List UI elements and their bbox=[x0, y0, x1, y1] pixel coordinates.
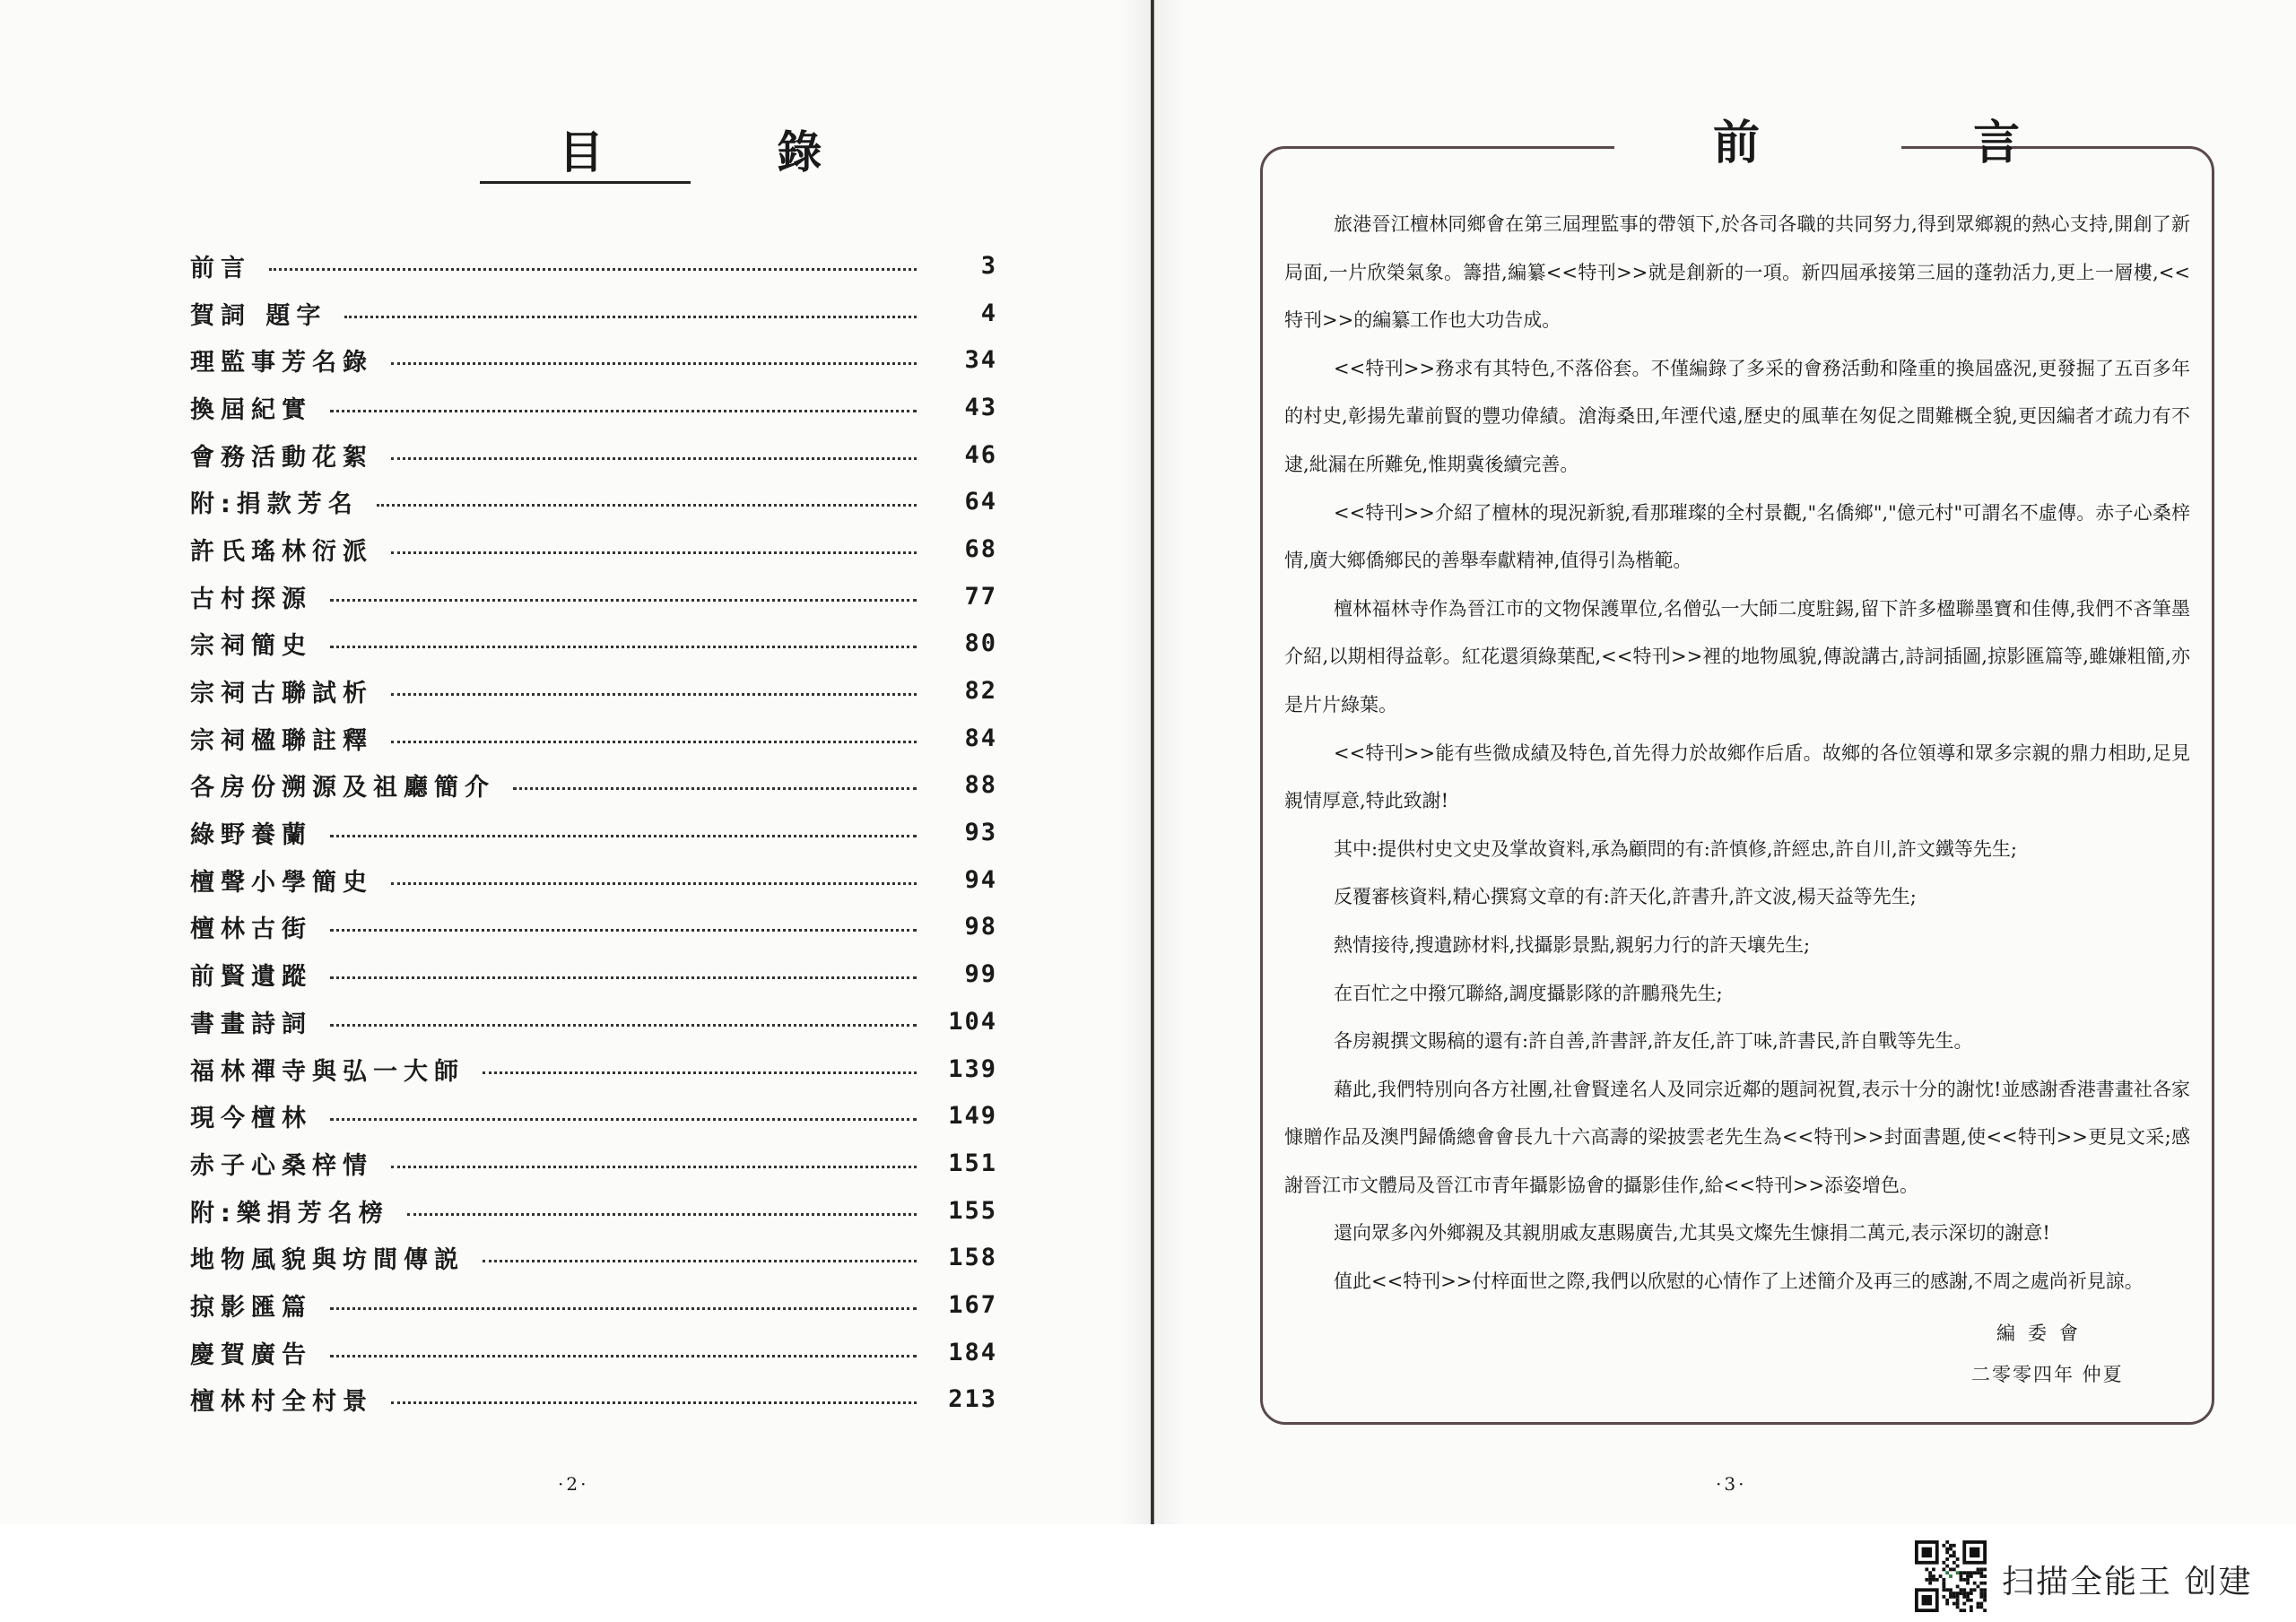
toc-entry-page: 155 bbox=[948, 1196, 997, 1225]
toc-entry-page: 94 bbox=[964, 865, 997, 894]
toc-dot-leader bbox=[391, 457, 917, 460]
toc-dot-leader bbox=[330, 646, 917, 648]
toc-entry-page: 77 bbox=[964, 582, 997, 611]
toc-dot-leader bbox=[330, 835, 917, 837]
preface-paragraph: 反覆審核資料,精心撰寫文章的有:許天化,許書升,許文波,楊天益等先生; bbox=[1334, 886, 1917, 908]
toc-entry bbox=[190, 478, 997, 525]
toc-row bbox=[190, 1376, 997, 1424]
toc-entry-page: 99 bbox=[964, 960, 997, 989]
toc-entry bbox=[190, 573, 997, 620]
toc-entry bbox=[190, 620, 997, 668]
preface-paragraph: 在百忙之中撥冗聯絡,調度攝影隊的許鵬飛先生; bbox=[1334, 982, 1723, 1004]
preface-paragraph: 熱情接待,搜遺跡材料,找攝影景點,親躬力行的許天壤先生; bbox=[1334, 933, 1811, 956]
toc-list bbox=[190, 242, 997, 1423]
toc-entry bbox=[190, 904, 997, 951]
toc-entry-label: 換屆紀實 bbox=[190, 395, 312, 424]
toc-dot-leader bbox=[391, 1401, 917, 1404]
toc-entry-label: 各房份溯源及祖廳簡介 bbox=[190, 774, 495, 802]
toc-entry bbox=[190, 762, 997, 810]
toc-entry-label: 附:樂捐芳名榜 bbox=[190, 1199, 389, 1227]
toc-entry-label: 理監事芳名錄 bbox=[190, 349, 373, 377]
toc-entry-page: 158 bbox=[948, 1244, 997, 1272]
toc-entry-page: 80 bbox=[964, 629, 997, 658]
toc-row bbox=[190, 290, 997, 337]
toc-entry-label: 賀詞 題字 bbox=[190, 301, 327, 330]
toc-row bbox=[190, 904, 997, 951]
toc-entry-label: 宗祠楹聯註釋 bbox=[190, 726, 373, 755]
left-page-number: ·2· bbox=[558, 1473, 589, 1495]
toc-entry-page: 213 bbox=[948, 1385, 997, 1414]
toc-entry bbox=[190, 809, 997, 856]
toc-dot-leader bbox=[330, 976, 917, 979]
toc-dot-leader bbox=[391, 882, 917, 885]
preface-paragraph: 旅港晉江檀林同鄉會在第三屆理監事的帶領下,於各司各職的共同努力,得到眾鄉親的熱心支持,開創了新局面,一片欣榮氣象。籌措,編纂<<特刊>>就是創新的一項。新四屆承接第三屆的蓬勃活力,更上一層樓,<<特刊>>的編纂工作也大功告成。 bbox=[1284, 213, 2190, 332]
toc-entry-page: 64 bbox=[964, 488, 997, 516]
toc-dot-leader bbox=[377, 504, 917, 507]
toc-row bbox=[190, 620, 997, 668]
toc-entry bbox=[190, 384, 997, 431]
toc-entry-page: 151 bbox=[948, 1149, 997, 1177]
preface-date: 二零零四年 仲夏 bbox=[1971, 1364, 2124, 1385]
toc-row bbox=[190, 715, 997, 762]
toc-entry-label: 宗祠簡史 bbox=[190, 632, 312, 661]
toc-dot-leader bbox=[407, 1213, 917, 1216]
toc-entry-page: 4 bbox=[980, 299, 997, 327]
toc-title: 目 錄 bbox=[559, 126, 901, 178]
toc-row bbox=[190, 1140, 997, 1187]
toc-entry bbox=[190, 1376, 997, 1424]
toc-row bbox=[190, 431, 997, 479]
toc-dot-leader bbox=[330, 1118, 917, 1121]
toc-dot-leader bbox=[330, 1307, 917, 1310]
toc-entry bbox=[190, 242, 997, 290]
toc-entry-label: 檀林古街 bbox=[190, 915, 312, 944]
toc-entry-label: 前言 bbox=[190, 254, 251, 282]
preface-paragraph: 其中:提供村史文史及掌故資料,承為顧問的有:許慎修,許經忠,許自川,許文鐵等先生; bbox=[1334, 837, 2017, 860]
toc-entry-label: 赤子心桑梓情 bbox=[190, 1151, 373, 1180]
toc-row bbox=[190, 1092, 997, 1140]
toc-entry-label: 福林禪寺與弘一大師 bbox=[190, 1057, 465, 1086]
toc-row bbox=[190, 1045, 997, 1093]
scanner-watermark bbox=[1915, 1540, 2283, 1612]
toc-row bbox=[190, 384, 997, 431]
toc-dot-leader bbox=[483, 1071, 917, 1074]
toc-entry-label: 會務活動花絮 bbox=[190, 443, 373, 472]
toc-entry-label: 慶賀廣告 bbox=[190, 1340, 312, 1369]
toc-dot-leader bbox=[330, 1355, 917, 1357]
toc-row bbox=[190, 856, 997, 904]
toc-entry-page: 98 bbox=[964, 913, 997, 941]
toc-entry-page: 104 bbox=[948, 1007, 997, 1036]
toc-entry bbox=[190, 1234, 997, 1281]
toc-entry bbox=[190, 856, 997, 904]
toc-entry-page: 84 bbox=[964, 724, 997, 752]
toc-entry bbox=[190, 525, 997, 573]
preface-paragraph: <<特刊>>能有些微成績及特色,首先得力於故鄉作后盾。故鄉的各位領導和眾多宗親的鼎力相助,足見親情厚意,特此致謝! bbox=[1284, 742, 2190, 812]
toc-entry-label: 檀聲小學簡史 bbox=[190, 868, 373, 897]
toc-title-underline bbox=[480, 181, 691, 184]
book-gutter bbox=[1151, 0, 1154, 1524]
toc-entry bbox=[190, 715, 997, 762]
preface-paragraph: 還向眾多內外鄉親及其親朋戚友惠賜廣告,尤其吳文燦先生慷捐二萬元,表示深切的謝意! bbox=[1334, 1222, 2050, 1245]
toc-entry-label: 宗祠古聯試析 bbox=[190, 680, 373, 708]
toc-entry bbox=[190, 1140, 997, 1187]
toc-dot-leader bbox=[391, 693, 917, 696]
toc-dot-leader bbox=[269, 268, 917, 271]
toc-entry-label: 古村探源 bbox=[190, 585, 312, 613]
toc-row bbox=[190, 525, 997, 573]
toc-entry bbox=[190, 950, 997, 998]
toc-entry-page: 167 bbox=[948, 1290, 997, 1319]
preface-paragraph: <<特刊>>介紹了檀林的現況新貌,看那璀璨的全村景觀,"名僑鄉","億元村"可謂名不虛傳。赤子心桑梓情,廣大鄉僑鄉民的善舉奉獻精神,值得引為楷範。 bbox=[1284, 501, 2190, 572]
preface-paragraph: 檀林福林寺作為晉江市的文物保護單位,名僧弘一大師二度駐錫,留下許多楹聯墨寶和佳傳,我們不吝筆墨介紹,以期相得益彰。紅花還須綠葉配,<<特刊>>裡的地物風貌,傳說講古,詩詞插圖,掠影匯篇等,雖嫌粗簡,亦是片片綠葉。 bbox=[1284, 597, 2190, 716]
preface-title: 前 言 bbox=[1614, 112, 1901, 175]
toc-dot-leader bbox=[483, 1260, 917, 1262]
preface-body bbox=[1284, 201, 2190, 1306]
preface-signature: 編委會 bbox=[1996, 1323, 2091, 1344]
toc-entry bbox=[190, 290, 997, 337]
toc-entry bbox=[190, 336, 997, 384]
toc-dot-leader bbox=[330, 1024, 917, 1027]
toc-entry-page: 3 bbox=[980, 251, 997, 280]
toc-entry bbox=[190, 1329, 997, 1376]
toc-dot-leader bbox=[391, 1166, 917, 1168]
toc-row bbox=[190, 762, 997, 810]
toc-entry-page: 184 bbox=[948, 1338, 997, 1366]
toc-entry bbox=[190, 667, 997, 715]
toc-entry bbox=[190, 1092, 997, 1140]
toc-entry-page: 139 bbox=[948, 1054, 997, 1083]
toc-entry-page: 68 bbox=[964, 534, 997, 563]
toc-entry-page: 46 bbox=[964, 440, 997, 469]
watermark-text: 扫描全能王 创建 bbox=[2002, 1564, 2253, 1600]
toc-entry-label: 地物風貌與坊間傳説 bbox=[190, 1246, 465, 1275]
toc-entry-label: 檀林村全村景 bbox=[190, 1388, 373, 1417]
toc-entry-label: 許氏瑤林衍派 bbox=[190, 537, 373, 566]
toc-entry-page: 149 bbox=[948, 1102, 997, 1131]
toc-row bbox=[190, 1187, 997, 1235]
toc-row bbox=[190, 1234, 997, 1281]
toc-entry-label: 綠野養蘭 bbox=[190, 821, 312, 850]
toc-dot-leader bbox=[391, 362, 917, 365]
toc-row bbox=[190, 667, 997, 715]
preface-paragraph: 藉此,我們特別向各方社團,社會賢達名人及同宗近鄰的題詞祝賀,表示十分的謝忱!並感謝香港書畫社各家慷贈作品及澳門歸僑總會會長九十六高壽的梁披雲老先生為<<特刊>>封面書題,使<<特刊>>更見文采;感謝晉江市文體局及晉江市青年攝影協會的攝影佳作,給<<特刊>>添姿增色。 bbox=[1284, 1078, 2190, 1196]
toc-entry-label: 掠影匯篇 bbox=[190, 1293, 312, 1322]
toc-entry-label: 附:捐款芳名 bbox=[190, 490, 359, 519]
toc-dot-leader bbox=[330, 599, 917, 602]
toc-entry-page: 88 bbox=[964, 771, 997, 800]
qr-code-icon bbox=[1915, 1540, 1987, 1612]
toc-entry bbox=[190, 1281, 997, 1329]
toc-entry-page: 34 bbox=[964, 346, 997, 375]
toc-row bbox=[190, 1281, 997, 1329]
toc-entry-label: 前賢遺蹤 bbox=[190, 963, 312, 992]
toc-row bbox=[190, 573, 997, 620]
toc-row bbox=[190, 336, 997, 384]
toc-entry bbox=[190, 431, 997, 479]
toc-entry bbox=[190, 1045, 997, 1093]
toc-row bbox=[190, 998, 997, 1045]
toc-entry-page: 43 bbox=[964, 393, 997, 421]
toc-entry-label: 現今檀林 bbox=[190, 1105, 312, 1133]
right-page-number: ·3· bbox=[1716, 1473, 1747, 1495]
toc-row bbox=[190, 1329, 997, 1376]
toc-dot-leader bbox=[330, 410, 917, 412]
toc-dot-leader bbox=[513, 787, 917, 790]
toc-entry-page: 93 bbox=[964, 819, 997, 847]
preface-paragraph: <<特刊>>務求有其特色,不落俗套。不僅編錄了多采的會務活動和隆重的換屆盛況,更發掘了五百多年的村史,彰揚先輩前賢的豐功偉績。滄海桑田,年湮代遠,歷史的風華在匆促之間難概全貌,更因編者才疏力有不逮,紕漏在所難免,惟期冀後續完善。 bbox=[1284, 357, 2190, 475]
toc-row bbox=[190, 950, 997, 998]
toc-row bbox=[190, 809, 997, 856]
toc-dot-leader bbox=[330, 929, 917, 932]
toc-dot-leader bbox=[344, 316, 917, 318]
preface-paragraph: 各房親撰文賜稿的還有:許自善,許書評,許友任,許丁味,許書民,許自戰等先生。 bbox=[1334, 1030, 1973, 1053]
toc-row bbox=[190, 478, 997, 525]
toc-dot-leader bbox=[391, 741, 917, 743]
toc-row bbox=[190, 242, 997, 290]
toc-dot-leader bbox=[391, 551, 917, 554]
toc-entry-label: 書畫詩詞 bbox=[190, 1010, 312, 1038]
toc-entry bbox=[190, 998, 997, 1045]
toc-entry-page: 82 bbox=[964, 677, 997, 706]
preface-paragraph: 值此<<特刊>>付梓面世之際,我們以欣慰的心情作了上述簡介及再三的感謝,不周之處尚祈見諒。 bbox=[1334, 1271, 2144, 1293]
toc-entry bbox=[190, 1187, 997, 1235]
